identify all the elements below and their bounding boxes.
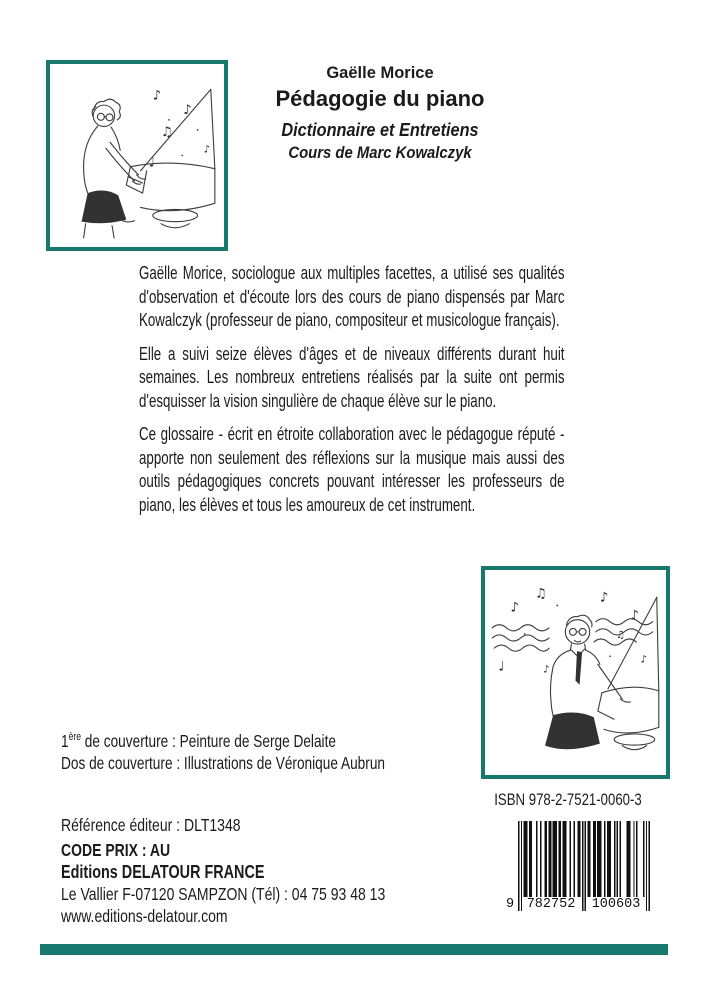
book-subtitle: Dictionnaire et Entretiens [281,119,479,141]
credit-ordinal-suffix: ère [68,731,81,743]
publisher-name: Editions DELATOUR FRANCE [61,862,265,882]
back-cover-credit: Dos de couverture : Illustrations de Véronique Aubrun [61,753,386,774]
isbn-number: ISBN 978-2-7521-0060-3 [494,791,642,809]
barcode-digits-left: 782752 [523,898,579,911]
back-cover-text [139,262,565,527]
blurb-paragraph: Elle a suivi seize élèves d'âges et de niveaux différents durant huit semaines. Les nombreux entretiens réalisés par la suite ont permis d'esquisser la vision singulière de chaque élève sur le piano. [139,343,565,411]
music-note-icon: ♪ [510,600,519,616]
editor-reference: Référence éditeur : DLT1348 [61,815,241,835]
pianist-sketch-side-view [55,69,219,242]
front-cover-credit [61,726,385,752]
pianist-illustration-top [46,60,228,251]
music-note-icon: ♪ [152,88,162,104]
barcode-digits-right: 100603 [588,898,644,911]
price-code: CODE PRIX : AU [61,840,171,860]
author-name: Gaëlle Morice [326,64,434,82]
music-note-icon: ♪ [203,144,211,156]
bottom-accent-bar [40,944,668,955]
music-notes-beamed-icon: ♫ [160,125,173,141]
music-note-icon: ♪ [640,654,647,666]
ean13-barcode [506,821,650,913]
barcode-digit-first: 9 [506,897,515,912]
pianist-sketch-front-view [490,575,661,770]
publisher-address: Le Vallier F-07120 SAMPZON (Tél) : 04 75 93 48 13 [61,884,386,904]
music-note-icon: ♪ [183,102,192,118]
music-note-icon: ♪ [630,608,639,624]
book-title: Pédagogie du piano [275,85,485,111]
cover-credits [61,726,385,775]
title-block [205,64,555,163]
credit-text: de couverture : Peinture de Serge Delaite [80,730,336,751]
credit-number: 1 [61,730,69,751]
publisher-block [61,816,385,929]
course-line: Cours de Marc Kowalczyk [288,143,472,162]
music-notes-beamed-icon: ♫ [616,629,626,641]
publisher-website: www.editions-delatour.com [61,906,228,926]
music-note-icon: ♩ [498,659,505,675]
music-notes-beamed-icon: ♫ [534,586,547,602]
blurb-paragraph: Gaëlle Morice, sociologue aux multiples facettes, a utilisé ses qualités d'observation et d'écoute lors des cours de piano dispensés par Marc Kowalczyk (professeur de piano, compositeur et musicologue français). [139,263,565,330]
music-note-icon: ♩ [148,155,155,171]
music-note-icon: ♪ [543,664,550,676]
music-note-icon: ♪ [599,590,609,606]
pianist-illustration-bottom [481,566,670,779]
blurb-paragraph: Ce glossaire - écrit en étroite collaboration avec le pédagogue réputé - apporte non seulement des réflexions sur la musique mais aussi des outils pédagogiques concrets pouvant intéresser les professeurs de piano, les élèves et tous les amoureux de cet instrument. [139,424,565,515]
